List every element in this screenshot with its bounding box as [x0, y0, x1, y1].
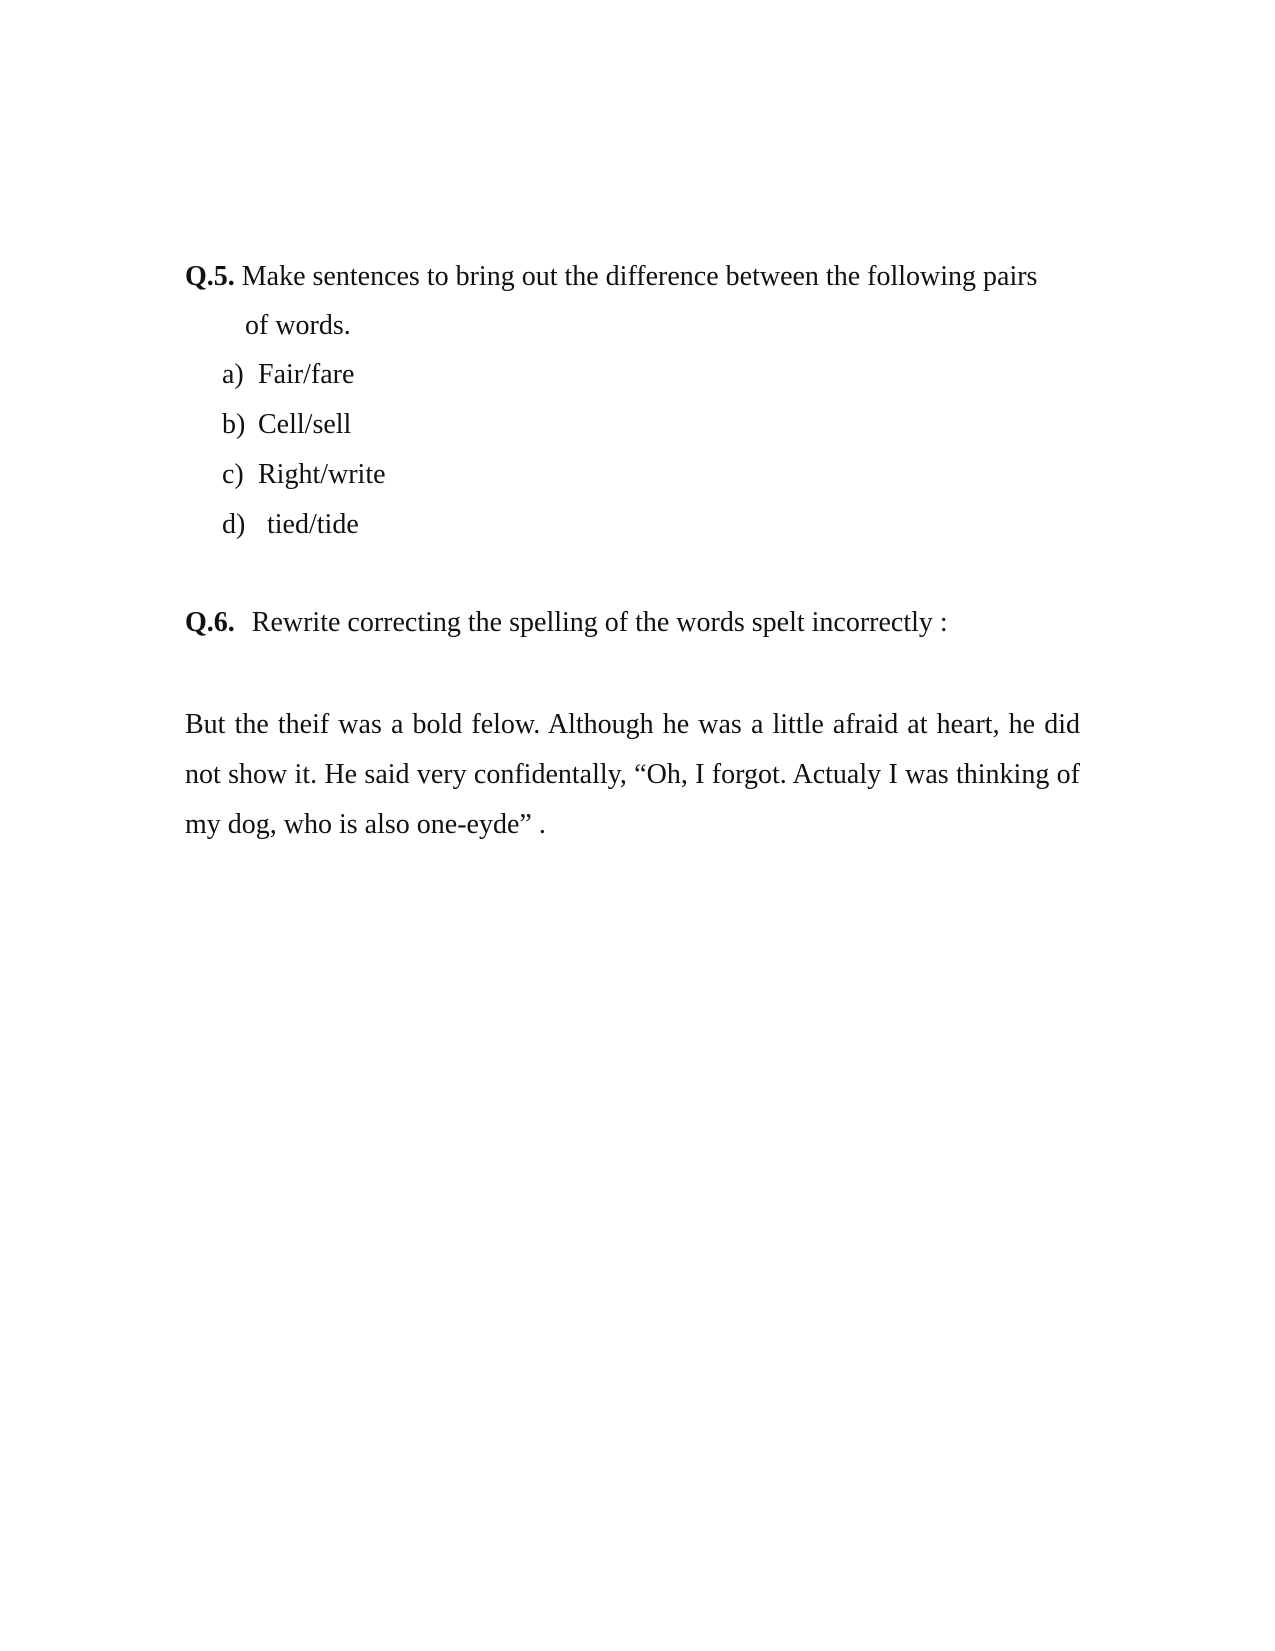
- question-5-prompt-text: Make sentences to bring out the difference between the following pairs: [241, 261, 1038, 292]
- question-6-passage: But the theif was a bold felow. Although he was a little afraid at heart, he did not show it. He said very confidentally, “Oh, I forgot. Actualy I was thinking of my dog, who is also one-eyde” .: [185, 709, 1080, 840]
- option-d: [222, 500, 1085, 550]
- option-a: [222, 350, 1085, 400]
- option-text: Right/write: [258, 459, 386, 490]
- question-5: [185, 252, 1085, 550]
- question-6: [185, 603, 1085, 643]
- option-letter: c): [222, 459, 244, 490]
- question-6-prompt: Rewrite correcting the spelling of the words spelt incorrectly :: [251, 607, 948, 638]
- question-5-prompt-line1: [185, 252, 1085, 301]
- question-5-number: Q.5.: [185, 261, 235, 292]
- question-5-prompt-line2: of words.: [245, 310, 351, 341]
- question-5-options: [185, 350, 1085, 550]
- option-text: Fair/fare: [258, 359, 355, 390]
- option-c: [222, 450, 1085, 500]
- option-letter: a): [222, 359, 244, 390]
- question-6-number: Q.6.: [185, 607, 235, 638]
- option-b: [222, 400, 1085, 450]
- option-letter: d): [222, 509, 246, 540]
- option-text: tied/tide: [267, 509, 359, 540]
- option-letter: b): [222, 409, 246, 440]
- option-text: Cell/sell: [258, 409, 352, 440]
